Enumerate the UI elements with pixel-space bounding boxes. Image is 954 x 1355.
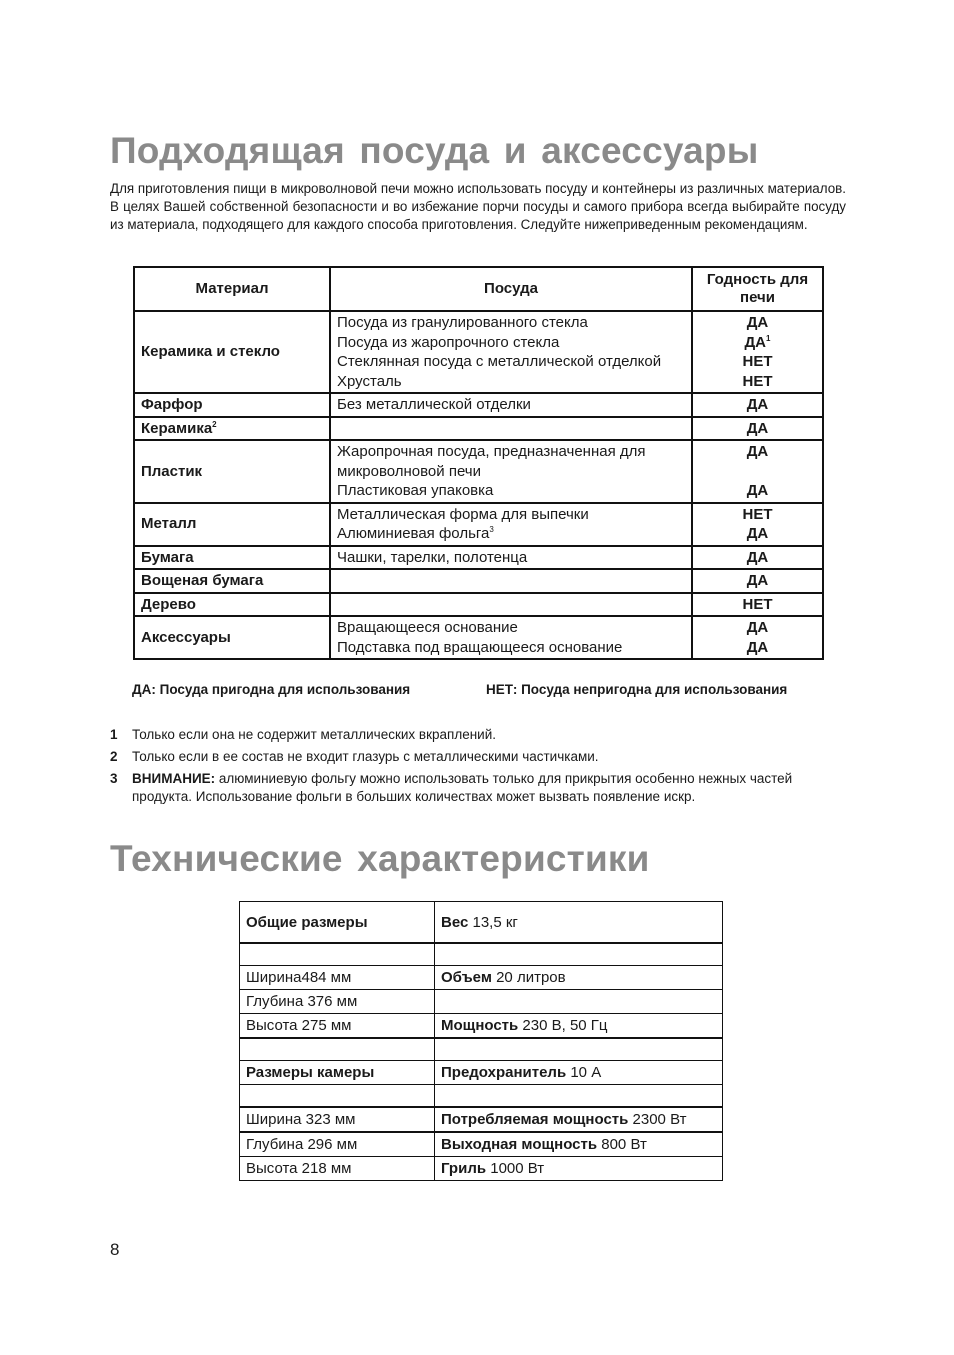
spec-label: Объем — [441, 969, 492, 986]
spec-heading: Размеры камеры — [240, 1061, 435, 1085]
specs-table — [239, 901, 723, 1181]
footnote-ref: 1 — [766, 333, 771, 343]
footnote-text: Только если в ее состав не входит глазурь с металлическими частичками. — [132, 749, 599, 764]
footnote-ref: 3 — [489, 525, 494, 534]
suitability-value: ДА — [744, 333, 767, 351]
table-row — [240, 1038, 723, 1061]
spec-value: Ширина484 мм — [240, 966, 435, 990]
table-row — [134, 311, 823, 393]
dishes-cell — [330, 440, 692, 503]
dish-item-with-note — [337, 524, 685, 544]
spec-cell — [435, 1157, 723, 1181]
table-row — [134, 593, 823, 617]
table-row — [240, 990, 723, 1014]
table-header-row — [134, 267, 823, 311]
header-suitability: Годность для печи — [692, 267, 823, 311]
material-cell: Металл — [134, 503, 330, 546]
dishes-cell — [330, 593, 692, 617]
table-row — [134, 393, 823, 417]
spec-label: Вес — [441, 913, 469, 931]
spec-cell — [435, 902, 723, 944]
table-row — [240, 1061, 723, 1085]
material-label: Керамика — [141, 419, 213, 437]
legend-yes: ДА: Посуда пригодна для использования — [132, 682, 411, 697]
suitability-cell — [692, 440, 823, 503]
suitability-value: ДА — [746, 314, 769, 331]
suitability-value: ДА — [746, 638, 769, 656]
table-row — [240, 1132, 723, 1157]
suitability-value — [699, 462, 816, 482]
table-row — [240, 1014, 723, 1039]
header-dishes: Посуда — [330, 267, 692, 311]
material-cell: Дерево — [134, 593, 330, 617]
table-row — [134, 503, 823, 546]
dish-item: Хрусталь — [337, 372, 402, 390]
footnote — [110, 726, 850, 744]
suitability-value: НЕТ — [742, 505, 773, 523]
suitability-value: ДА — [746, 443, 769, 460]
spec-cell — [435, 966, 723, 990]
suitability-value: ДА — [746, 482, 769, 499]
spec-cell — [435, 1107, 723, 1132]
spec-value: 10 А — [570, 1064, 602, 1081]
dish-item: Вращающееся основание — [337, 619, 518, 636]
spec-cell — [435, 1014, 723, 1039]
spec-cell — [435, 1061, 723, 1085]
spec-value: 2300 Вт — [632, 1111, 687, 1128]
table-row — [240, 943, 723, 966]
suitability-cell: ДА — [692, 569, 823, 593]
table-row — [240, 902, 723, 944]
spec-label: Выходная мощность — [441, 1136, 598, 1153]
footnote — [110, 770, 850, 806]
material-cell: Пластик — [134, 440, 330, 503]
spec-cell — [435, 1132, 723, 1157]
suitability-value: НЕТ — [742, 372, 773, 390]
dish-item: Посуда из жаропрочного стекла — [337, 333, 560, 351]
material-cell: Бумага — [134, 546, 330, 570]
spec-value: 20 литров — [496, 969, 566, 986]
suitability-cell — [692, 503, 823, 546]
warning-label: ВНИМАНИЕ: — [132, 771, 216, 786]
dish-item: Жаропрочная посуда, предназначенная для — [337, 443, 646, 460]
suitability-cell — [692, 311, 823, 393]
spec-label: Предохранитель — [441, 1064, 567, 1081]
dishes-cell — [330, 311, 692, 393]
footnote-text: алюминиевую фольгу можно использовать только для прикрытия особенно нежных частей продукта. Использование фольги в больших количествах может вызвать появление искр. — [132, 771, 793, 804]
spec-label: Гриль — [441, 1160, 487, 1177]
spec-value: 13,5 кг — [472, 913, 518, 931]
material-cell: Фарфор — [134, 393, 330, 417]
dishes-cell — [330, 569, 692, 593]
suitability-value-with-note — [699, 333, 816, 353]
section-title-cookware: Подходящая посуда и аксессуары — [110, 130, 759, 171]
table-row — [134, 569, 823, 593]
dish-item: Стеклянная посуда с металлической отделкой — [337, 353, 662, 370]
table-row — [134, 417, 823, 441]
table-row — [134, 616, 823, 659]
dishes-cell: Чашки, тарелки, полотенца — [330, 546, 692, 570]
spec-value: 1000 Вт — [490, 1160, 545, 1177]
material-cell: Керамика и стекло — [134, 311, 330, 393]
dishes-cell — [330, 503, 692, 546]
table-row — [134, 440, 823, 503]
spec-value: Глубина 376 мм — [240, 990, 435, 1014]
spec-value: Ширина 323 мм — [240, 1107, 435, 1132]
spec-label: Мощность — [441, 1017, 519, 1034]
cookware-table — [133, 266, 824, 660]
footnotes — [110, 726, 850, 810]
spec-value: Глубина 296 мм — [240, 1132, 435, 1157]
footnote-number: 3 — [110, 771, 118, 786]
suitability-cell — [692, 616, 823, 659]
dish-item: микроволновой печи — [337, 462, 481, 480]
footnote — [110, 748, 850, 766]
table-row — [240, 1157, 723, 1181]
dish-item: Посуда из гранулированного стекла — [337, 314, 588, 331]
table-row — [240, 966, 723, 990]
suitability-value: НЕТ — [742, 353, 773, 370]
material-cell — [134, 417, 330, 441]
spec-label: Потребляемая мощность — [441, 1111, 629, 1128]
dish-item: Металлическая форма для выпечки — [337, 505, 589, 523]
table-row — [240, 1085, 723, 1108]
footnote-text: Только если она не содержит металлических вкраплений. — [132, 727, 496, 742]
footnote-number: 1 — [110, 727, 118, 742]
suitability-cell: ДА — [692, 546, 823, 570]
table-row — [134, 546, 823, 570]
page-number: 8 — [110, 1240, 120, 1259]
section-title-specs: Технические характеристики — [110, 838, 650, 879]
suitability-cell: НЕТ — [692, 593, 823, 617]
footnote-ref: 2 — [212, 419, 217, 429]
dish-item: Пластиковая упаковка — [337, 482, 494, 499]
legend-no: НЕТ: Посуда непригодна для использования — [486, 682, 788, 697]
intro-paragraph: Для приготовления пищи в микроволновой печи можно использовать посуду и контейнеры из различных материалов. В целях Вашей собственной безопасности и во избежание порчи посуды и самого прибора всегда выбирайте посуду из материала, подходящего для каждого способа приготовления. Следуйте нижеприведенным рекомендациям. — [110, 181, 846, 232]
dishes-cell — [330, 616, 692, 659]
spec-value: Высота 218 мм — [240, 1157, 435, 1181]
suitability-value: ДА — [746, 525, 769, 542]
footnote-text-wrap — [132, 770, 850, 806]
material-cell: Вощеная бумага — [134, 569, 330, 593]
table-row — [240, 1107, 723, 1132]
dishes-cell — [330, 417, 692, 441]
dishes-cell: Без металлической отделки — [330, 393, 692, 417]
dish-item: Алюминиевая фольга — [337, 525, 490, 542]
spec-value: 230 В, 50 Гц — [522, 1017, 608, 1034]
suitability-cell: ДА — [692, 393, 823, 417]
suitability-value: ДА — [746, 619, 769, 636]
spec-value: 800 Вт — [601, 1136, 647, 1153]
spec-value: Высота 275 мм — [240, 1014, 435, 1039]
suitability-cell: ДА — [692, 417, 823, 441]
material-cell: Аксессуары — [134, 616, 330, 659]
header-material: Материал — [134, 267, 330, 311]
spec-heading: Общие размеры — [240, 902, 435, 944]
footnote-number: 2 — [110, 749, 118, 764]
dish-item: Подставка под вращающееся основание — [337, 638, 623, 656]
